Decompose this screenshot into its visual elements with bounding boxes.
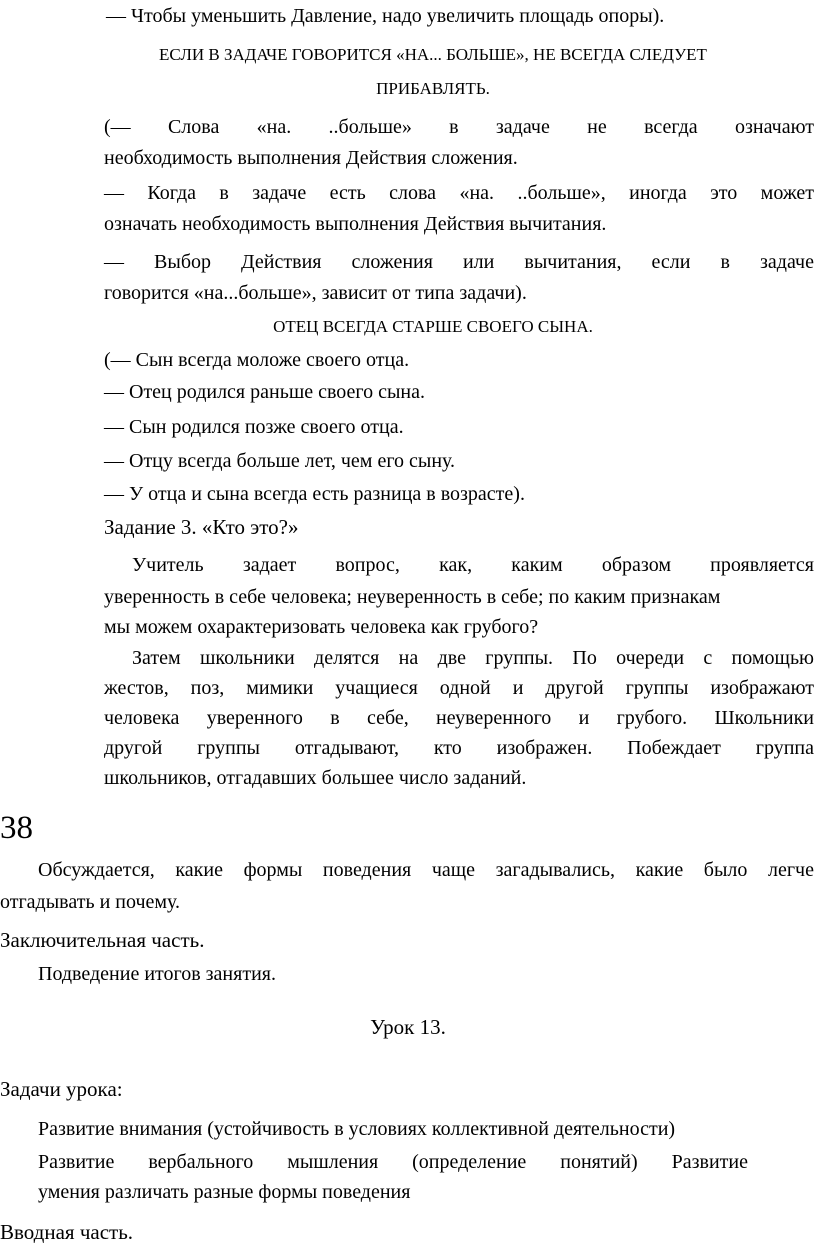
text-line: необходимость выполнения Действия сложения. — [104, 147, 518, 169]
text-line: человека уверенного в себе, неуверенного и грубого. Школьники — [104, 707, 814, 729]
text-line: другой группы отгадывают, кто изображен. Побеждает группа — [104, 737, 814, 759]
text-line: — Когда в задаче есть слова «на. ..больше», иногда это может — [104, 182, 814, 204]
section-title: Вводная часть. — [0, 1220, 134, 1244]
text-line: отгадывать и почему. — [0, 891, 181, 913]
text-line: говорится «на...больше», зависит от типа задачи). — [104, 282, 527, 304]
text-line: Подведение итогов занятия. — [38, 963, 276, 985]
text-line: Затем школьники делятся на две группы. По очереди с помощью — [132, 647, 814, 669]
page-number: 38 — [0, 810, 33, 846]
text-line: мы можем охарактеризовать человека как грубого? — [104, 616, 539, 638]
text-line: Обсуждается, какие формы поведения чаще загадывались, какие было легче — [38, 859, 814, 881]
text-line: — Сын родился позже своего отца. — [104, 416, 404, 438]
text-line: (— Сын всегда моложе своего отца. — [104, 349, 410, 371]
text-line: школьников, отгадавших большее число заданий. — [104, 767, 527, 789]
text-line: Развитие внимания (устойчивость в условиях коллективной деятельности) — [38, 1118, 676, 1140]
text-line: — Выбор Действия сложения или вычитания, если в задаче — [104, 251, 814, 273]
lesson-title: Урок 13. — [370, 1015, 446, 1039]
task-heading: Задание 3. «Кто это?» — [104, 515, 299, 539]
text-line: — У отца и сына всегда есть разница в возрасте). — [104, 483, 525, 505]
text-line: уверенность в себе человека; неуверенность в себе; по каким признакам — [104, 586, 721, 608]
text-line: Развитие вербального мышления (определение понятий) Развитие — [38, 1151, 748, 1173]
text-line: означать необходимость выполнения Действия вычитания. — [104, 213, 607, 235]
text-line: Учитель задает вопрос, как, каким образом проявляется — [132, 554, 814, 576]
text-line: жестов, поз, мимики учащиеся одной и другой группы изображают — [104, 677, 814, 699]
section-heading: ПРИБАВЛЯТЬ. — [376, 79, 490, 98]
text-line: — Отцу всегда больше лет, чем его сыну. — [104, 450, 456, 472]
text-line: (— Слова «на. ..больше» в задаче не всегда означают — [104, 116, 814, 138]
section-title: Задачи урока: — [0, 1077, 123, 1101]
text-line: умения различать разные формы поведения — [38, 1181, 411, 1203]
section-heading: ОТЕЦ ВСЕГДА СТАРШЕ СВОЕГО СЫНА. — [273, 317, 593, 336]
section-heading: ЕСЛИ В ЗАДАЧЕ ГОВОРИТСЯ «НА... БОЛЬШЕ», НЕ ВСЕГДА СЛЕДУЕТ — [159, 45, 707, 64]
text-line: — Отец родился раньше своего сына. — [104, 381, 426, 403]
section-title: Заключительная часть. — [0, 928, 205, 952]
text-line: — Чтобы уменьшить Давление, надо увеличить площадь опоры). — [106, 5, 665, 27]
